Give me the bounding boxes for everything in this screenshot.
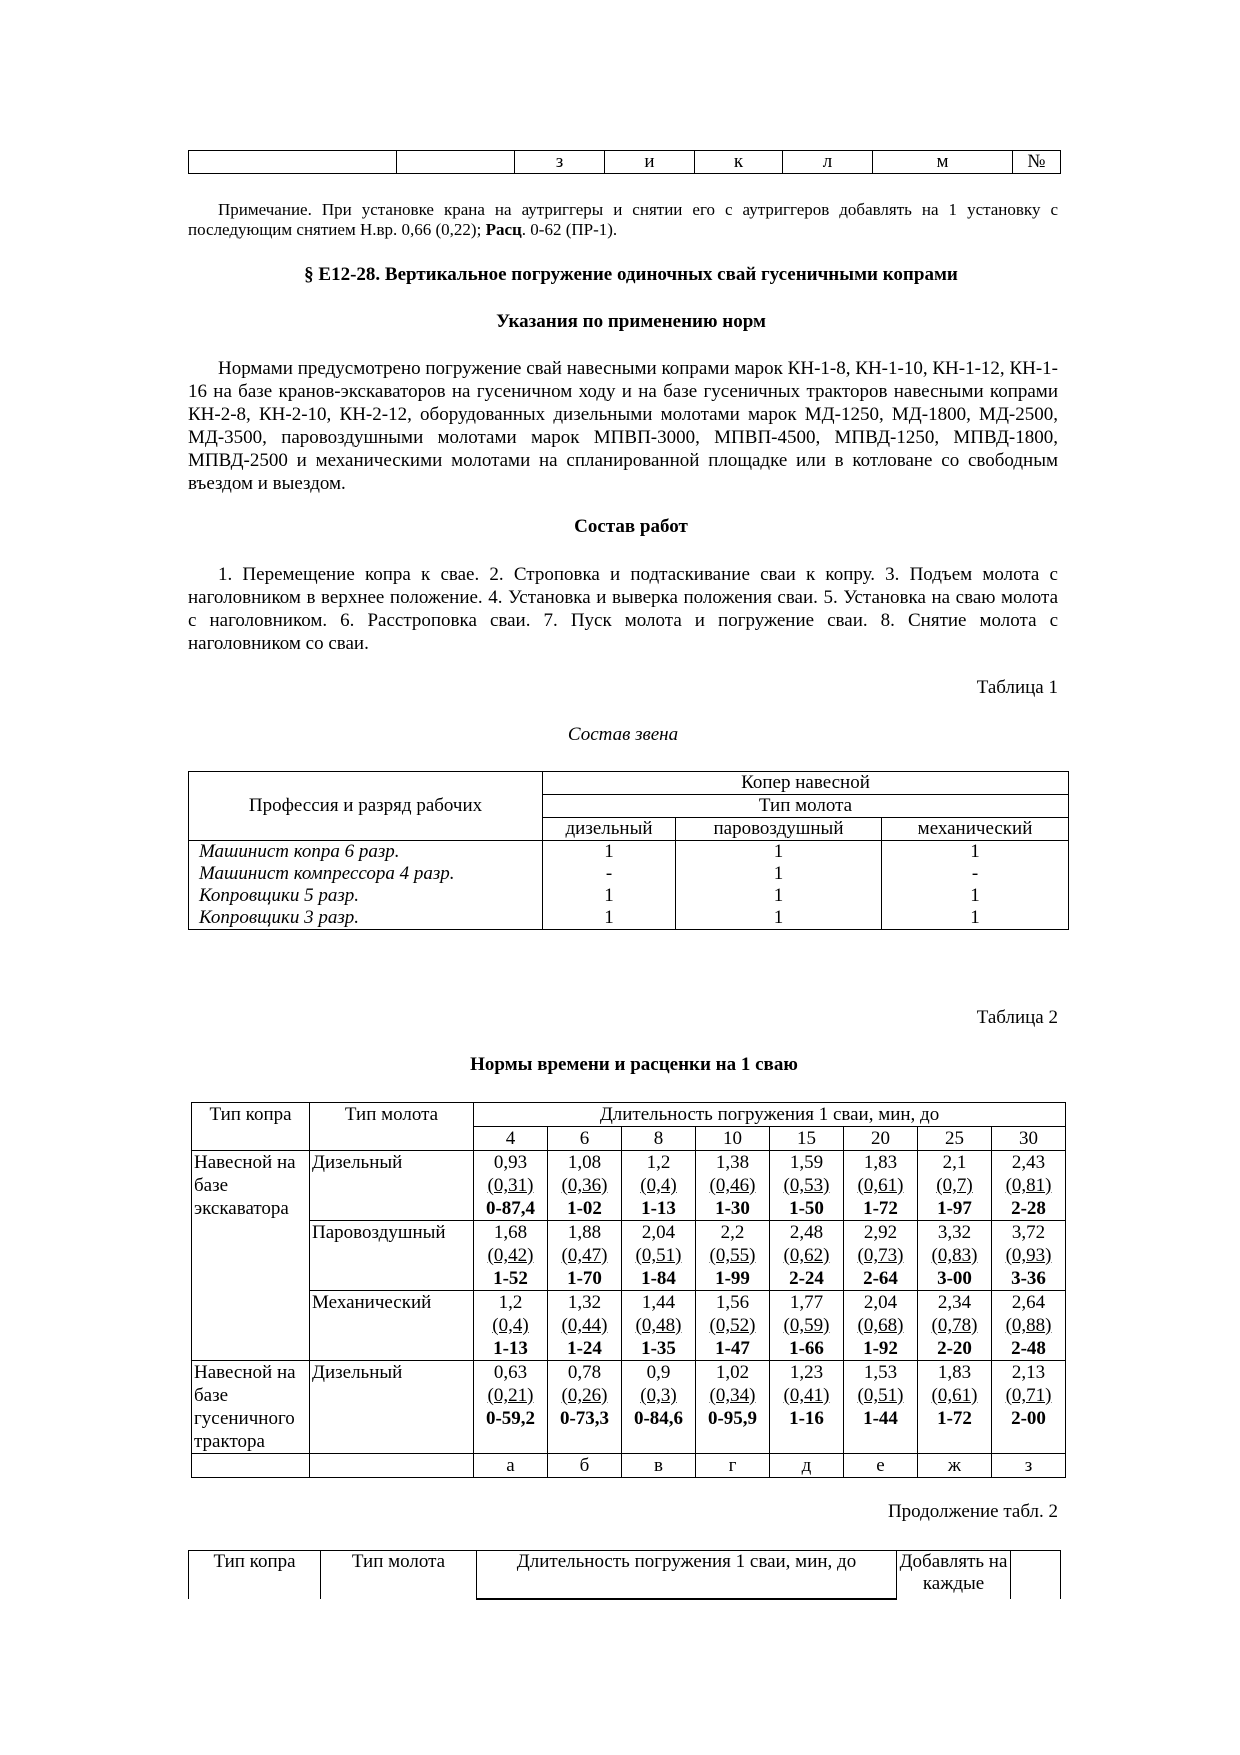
rate: 0-73,3 — [559, 1408, 610, 1429]
rate: 1-30 — [715, 1198, 750, 1219]
machinist-time: (0,61) — [857, 1175, 904, 1196]
machinist-time: (0,48) — [635, 1315, 682, 1336]
table2-label: Таблица 2 — [976, 1007, 1058, 1028]
norm-time: 1,2 — [498, 1292, 523, 1313]
crew-value: 1 — [882, 841, 1069, 864]
machinist-time: (0,78) — [931, 1315, 978, 1336]
norms-value-cell — [770, 1151, 844, 1221]
norm-time: 1,44 — [641, 1292, 676, 1313]
machinist-time: (0,36) — [561, 1175, 608, 1196]
norm-time: 1,53 — [863, 1362, 898, 1383]
machinist-time: (0,62) — [783, 1245, 830, 1266]
rate: 1-44 — [863, 1408, 898, 1429]
norms-value-cell — [992, 1221, 1066, 1291]
norm-time: 1,23 — [789, 1362, 824, 1383]
crew-row — [189, 885, 1069, 907]
cont-header-empty — [1011, 1551, 1061, 1600]
top-cell-letter: и — [605, 151, 695, 174]
norms-column-letter: г — [696, 1454, 770, 1478]
top-cell-letter: з — [515, 151, 605, 174]
rate: 2-48 — [1011, 1338, 1046, 1359]
norms-column-letter: е — [844, 1454, 918, 1478]
crew-value: 1 — [676, 841, 882, 864]
rate: 1-13 — [641, 1198, 676, 1219]
crew-profession: Машинист копра 6 разр. — [189, 841, 543, 864]
rate: 1-50 — [789, 1198, 824, 1219]
machinist-time: (0,41) — [783, 1385, 830, 1406]
norm-time: 0,63 — [493, 1362, 528, 1383]
rate: 1-13 — [493, 1338, 528, 1359]
norms-header-duration: Длительность погружения 1 сваи, мин, до — [474, 1103, 1066, 1127]
norm-time: 1,32 — [567, 1292, 602, 1313]
machinist-time: (0,59) — [783, 1315, 830, 1336]
norm-time: 2,13 — [1011, 1362, 1046, 1383]
norm-time: 2,43 — [1011, 1152, 1046, 1173]
note-paragraph — [188, 200, 1058, 240]
machinist-time: (0,31) — [487, 1175, 534, 1196]
norms-value-cell — [548, 1361, 622, 1454]
norms-value-cell — [474, 1291, 548, 1361]
machinist-time: (0,68) — [857, 1315, 904, 1336]
crew-value: 1 — [543, 907, 676, 930]
norms-value-cell — [474, 1361, 548, 1454]
cont-header-duration: Длительность погружения 1 сваи, мин, до — [477, 1551, 897, 1600]
norms-row — [192, 1151, 1066, 1221]
norms-value-cell — [992, 1361, 1066, 1454]
top-table-fragment — [188, 150, 1061, 174]
machinist-time: (0,4) — [640, 1175, 677, 1196]
norms-value-cell — [918, 1361, 992, 1454]
norms-column-letter: а — [474, 1454, 548, 1478]
instructions-heading: Указания по применению норм — [496, 311, 766, 332]
rate: 1-70 — [567, 1268, 602, 1289]
cont-header-add: Добавлять на каждые — [897, 1551, 1011, 1600]
norms-duration: 25 — [918, 1127, 992, 1151]
norms-footer-empty — [192, 1454, 310, 1478]
machinist-time: (0,7) — [936, 1175, 973, 1196]
norms-duration: 20 — [844, 1127, 918, 1151]
table1-label: Таблица 1 — [976, 677, 1058, 698]
crew-value: 1 — [882, 907, 1069, 930]
norms-value-cell — [918, 1221, 992, 1291]
norm-time: 1,2 — [646, 1152, 671, 1173]
table1-caption: Состав звена — [567, 724, 679, 745]
norms-value-cell — [548, 1151, 622, 1221]
norms-continuation-table — [188, 1550, 1061, 1600]
instructions-paragraph: Нормами предусмотрено погружение свай навесными копрами марок КН-1-8, КН-1-10, КН-1-12, КН-1-16 на базе кранов-экскаваторов на гусеничном ходу и на базе гусеничных тракторов навесными копрами КН-2-8, КН-2-10, КН-2-12, оборудованных дизельными молотами марок МД-1250, МД-1800, МД-2500, МД-3500, паровоздушными молотами марок МПВП-3000, МПВП-4500, МПВД-1250, МПВД-1800, МПВД-2500 и механическими молотами на спланированной площадке или в котловане со свободным въездом и выездом. — [188, 358, 1058, 494]
norms-value-cell — [622, 1221, 696, 1291]
rate: 3-36 — [1011, 1268, 1046, 1289]
machinist-time: (0,21) — [487, 1385, 534, 1406]
norms-value-cell — [918, 1151, 992, 1221]
norms-value-cell — [918, 1291, 992, 1361]
norm-time: 2,48 — [789, 1222, 824, 1243]
note-text: Примечание. При установке крана на аутриггеры и снятии его с аутриггеров добавлять на 1 установку с последующим снятием Н.вр. 0,66 (0,22); — [188, 200, 1058, 239]
norms-column-letter: з — [992, 1454, 1066, 1478]
top-cell-empty-1 — [189, 151, 397, 174]
crew-value: 1 — [882, 885, 1069, 907]
norm-time: 1,68 — [493, 1222, 528, 1243]
norms-header-kopr: Тип копра — [192, 1103, 310, 1151]
rate: 0-87,4 — [485, 1198, 536, 1219]
norm-time: 2,04 — [863, 1292, 898, 1313]
crew-value: 1 — [676, 907, 882, 930]
machinist-time: (0,53) — [783, 1175, 830, 1196]
norm-time: 3,32 — [937, 1222, 972, 1243]
norms-molot-type: Механический — [310, 1291, 474, 1361]
norms-value-cell — [770, 1291, 844, 1361]
norms-value-cell — [992, 1291, 1066, 1361]
norms-column-letter: в — [622, 1454, 696, 1478]
machinist-time: (0,42) — [487, 1245, 534, 1266]
rate: 1-47 — [715, 1338, 750, 1359]
crew-value: - — [543, 863, 676, 885]
norms-value-cell — [844, 1221, 918, 1291]
rate: 2-28 — [1011, 1198, 1046, 1219]
rate: 1-35 — [641, 1338, 676, 1359]
norm-time: 0,9 — [646, 1362, 671, 1383]
rate: 1-02 — [567, 1198, 602, 1219]
norms-column-letter: ж — [918, 1454, 992, 1478]
rate: 2-00 — [1011, 1408, 1046, 1429]
norms-table — [191, 1102, 1066, 1478]
norms-molot-type: Паровоздушный — [310, 1221, 474, 1291]
norms-duration: 6 — [548, 1127, 622, 1151]
machinist-time: (0,47) — [561, 1245, 608, 1266]
rate: 0-59,2 — [485, 1408, 536, 1429]
machinist-time: (0,93) — [1005, 1245, 1052, 1266]
norm-time: 2,92 — [863, 1222, 898, 1243]
crew-header-type: дизельный — [543, 818, 676, 841]
rate: 1-72 — [863, 1198, 898, 1219]
section-title: § Е12-28. Вертикальное погружение одиночных свай гусеничными копрами — [304, 264, 958, 285]
note-bold: Расц — [485, 220, 522, 239]
norms-value-cell — [844, 1361, 918, 1454]
rate: 1-92 — [863, 1338, 898, 1359]
machinist-time: (0,51) — [635, 1245, 682, 1266]
rate: 1-52 — [493, 1268, 528, 1289]
cont-header-molot: Тип молота — [321, 1551, 477, 1600]
norms-value-cell — [622, 1361, 696, 1454]
norms-duration: 30 — [992, 1127, 1066, 1151]
top-cell-letter: к — [695, 151, 783, 174]
norms-value-cell — [696, 1151, 770, 1221]
norm-time: 1,02 — [715, 1362, 750, 1383]
norms-value-cell — [548, 1221, 622, 1291]
norms-kopr-type: Навесной на базе экскаватора — [192, 1151, 310, 1361]
norms-duration: 4 — [474, 1127, 548, 1151]
rate: 1-99 — [715, 1268, 750, 1289]
norm-time: 1,77 — [789, 1292, 824, 1313]
norms-row — [192, 1221, 1066, 1291]
rate: 1-24 — [567, 1338, 602, 1359]
crew-value: 1 — [543, 841, 676, 864]
norms-duration: 15 — [770, 1127, 844, 1151]
norms-footer-empty — [310, 1454, 474, 1478]
norm-time: 2,34 — [937, 1292, 972, 1313]
crew-header-type: паровоздушный — [676, 818, 882, 841]
top-cell-number-sign: № — [1013, 151, 1061, 174]
norms-value-cell — [622, 1151, 696, 1221]
crew-value: 1 — [676, 885, 882, 907]
norms-value-cell — [770, 1221, 844, 1291]
crew-row — [189, 863, 1069, 885]
rate: 1-16 — [789, 1408, 824, 1429]
rate: 0-84,6 — [633, 1408, 684, 1429]
rate: 1-72 — [937, 1408, 972, 1429]
norms-molot-type: Дизельный — [310, 1151, 474, 1221]
rate: 2-64 — [863, 1268, 898, 1289]
norm-time: 1,38 — [715, 1152, 750, 1173]
crew-header-type: механический — [882, 818, 1069, 841]
top-cell-letter: м — [873, 151, 1013, 174]
machinist-time: (0,73) — [857, 1245, 904, 1266]
crew-header-kopr: Копер навесной — [543, 772, 1069, 795]
norms-value-cell — [696, 1221, 770, 1291]
table2-caption: Нормы времени и расценки на 1 сваю — [470, 1054, 798, 1075]
top-cell-letter: л — [783, 151, 873, 174]
norms-value-cell — [696, 1291, 770, 1361]
note-text-end: . 0-62 (ПР-1). — [521, 220, 618, 239]
norm-time: 2,2 — [720, 1222, 745, 1243]
table3-label: Продолжение табл. 2 — [887, 1501, 1058, 1522]
rate: 2-24 — [789, 1268, 824, 1289]
norm-time: 0,78 — [567, 1362, 602, 1383]
norms-column-letter: д — [770, 1454, 844, 1478]
norms-value-cell — [770, 1361, 844, 1454]
machinist-time: (0,83) — [931, 1245, 978, 1266]
crew-row — [189, 907, 1069, 930]
norms-value-cell — [474, 1221, 548, 1291]
rate: 1-66 — [789, 1338, 824, 1359]
norm-time: 3,72 — [1011, 1222, 1046, 1243]
crew-value: 1 — [543, 885, 676, 907]
norm-time: 1,56 — [715, 1292, 750, 1313]
norms-duration: 10 — [696, 1127, 770, 1151]
rate: 2-20 — [937, 1338, 972, 1359]
machinist-time: (0,61) — [931, 1385, 978, 1406]
norms-header-molot: Тип молота — [310, 1103, 474, 1151]
crew-header-molot: Тип молота — [543, 795, 1069, 818]
top-cell-empty-2 — [397, 151, 515, 174]
crew-profession: Копровщики 3 разр. — [189, 907, 543, 930]
machinist-time: (0,52) — [709, 1315, 756, 1336]
norm-time: 1,88 — [567, 1222, 602, 1243]
machinist-time: (0,4) — [492, 1315, 529, 1336]
norms-duration: 8 — [622, 1127, 696, 1151]
norms-value-cell — [622, 1291, 696, 1361]
crew-header-profession: Профессия и разряд рабочих — [189, 772, 543, 841]
norm-time: 1,83 — [863, 1152, 898, 1173]
norms-body — [192, 1151, 1066, 1454]
norms-value-cell — [696, 1361, 770, 1454]
norms-value-cell — [844, 1291, 918, 1361]
machinist-time: (0,81) — [1005, 1175, 1052, 1196]
crew-value: - — [882, 863, 1069, 885]
norms-value-cell — [844, 1151, 918, 1221]
machinist-time: (0,71) — [1005, 1385, 1052, 1406]
work-heading: Состав работ — [574, 516, 688, 537]
norms-kopr-type: Навесной на базе гусеничного трактора — [192, 1361, 310, 1454]
norms-row — [192, 1291, 1066, 1361]
machinist-time: (0,88) — [1005, 1315, 1052, 1336]
cont-header-kopr: Тип копра — [189, 1551, 321, 1600]
norm-time: 2,64 — [1011, 1292, 1046, 1313]
norms-column-letter: б — [548, 1454, 622, 1478]
norms-row — [192, 1361, 1066, 1454]
norm-time: 1,08 — [567, 1152, 602, 1173]
machinist-time: (0,26) — [561, 1385, 608, 1406]
norm-time: 1,83 — [937, 1362, 972, 1383]
norm-time: 1,59 — [789, 1152, 824, 1173]
rate: 1-84 — [641, 1268, 676, 1289]
crew-value: 1 — [676, 863, 882, 885]
machinist-time: (0,44) — [561, 1315, 608, 1336]
crew-profession: Машинист компрессора 4 разр. — [189, 863, 543, 885]
norms-molot-type: Дизельный — [310, 1361, 474, 1454]
norm-time: 0,93 — [493, 1152, 528, 1173]
crew-row — [189, 841, 1069, 864]
machinist-time: (0,46) — [709, 1175, 756, 1196]
norm-time: 2,1 — [942, 1152, 967, 1173]
norms-value-cell — [548, 1291, 622, 1361]
machinist-time: (0,55) — [709, 1245, 756, 1266]
rate: 1-97 — [937, 1198, 972, 1219]
rate: 0-95,9 — [707, 1408, 758, 1429]
machinist-time: (0,3) — [640, 1385, 677, 1406]
norms-value-cell — [992, 1151, 1066, 1221]
work-paragraph: 1. Перемещение копра к свае. 2. Строповка и подтаскивание сваи к копру. 3. Подъем молота с наголовником в верхнее положение. 4. Установка и выверка положения сваи. 5. Установка на сваю молота с наголовником. 6. Расстроповка сваи. 7. Пуск молота и погружение сваи. 8. Снятие молота с наголовником со сваи. — [188, 564, 1058, 654]
norm-time: 2,04 — [641, 1222, 676, 1243]
machinist-time: (0,51) — [857, 1385, 904, 1406]
rate: 3-00 — [937, 1268, 972, 1289]
machinist-time: (0,34) — [709, 1385, 756, 1406]
crew-table — [188, 771, 1069, 930]
norms-value-cell — [474, 1151, 548, 1221]
crew-profession: Копровщики 5 разр. — [189, 885, 543, 907]
